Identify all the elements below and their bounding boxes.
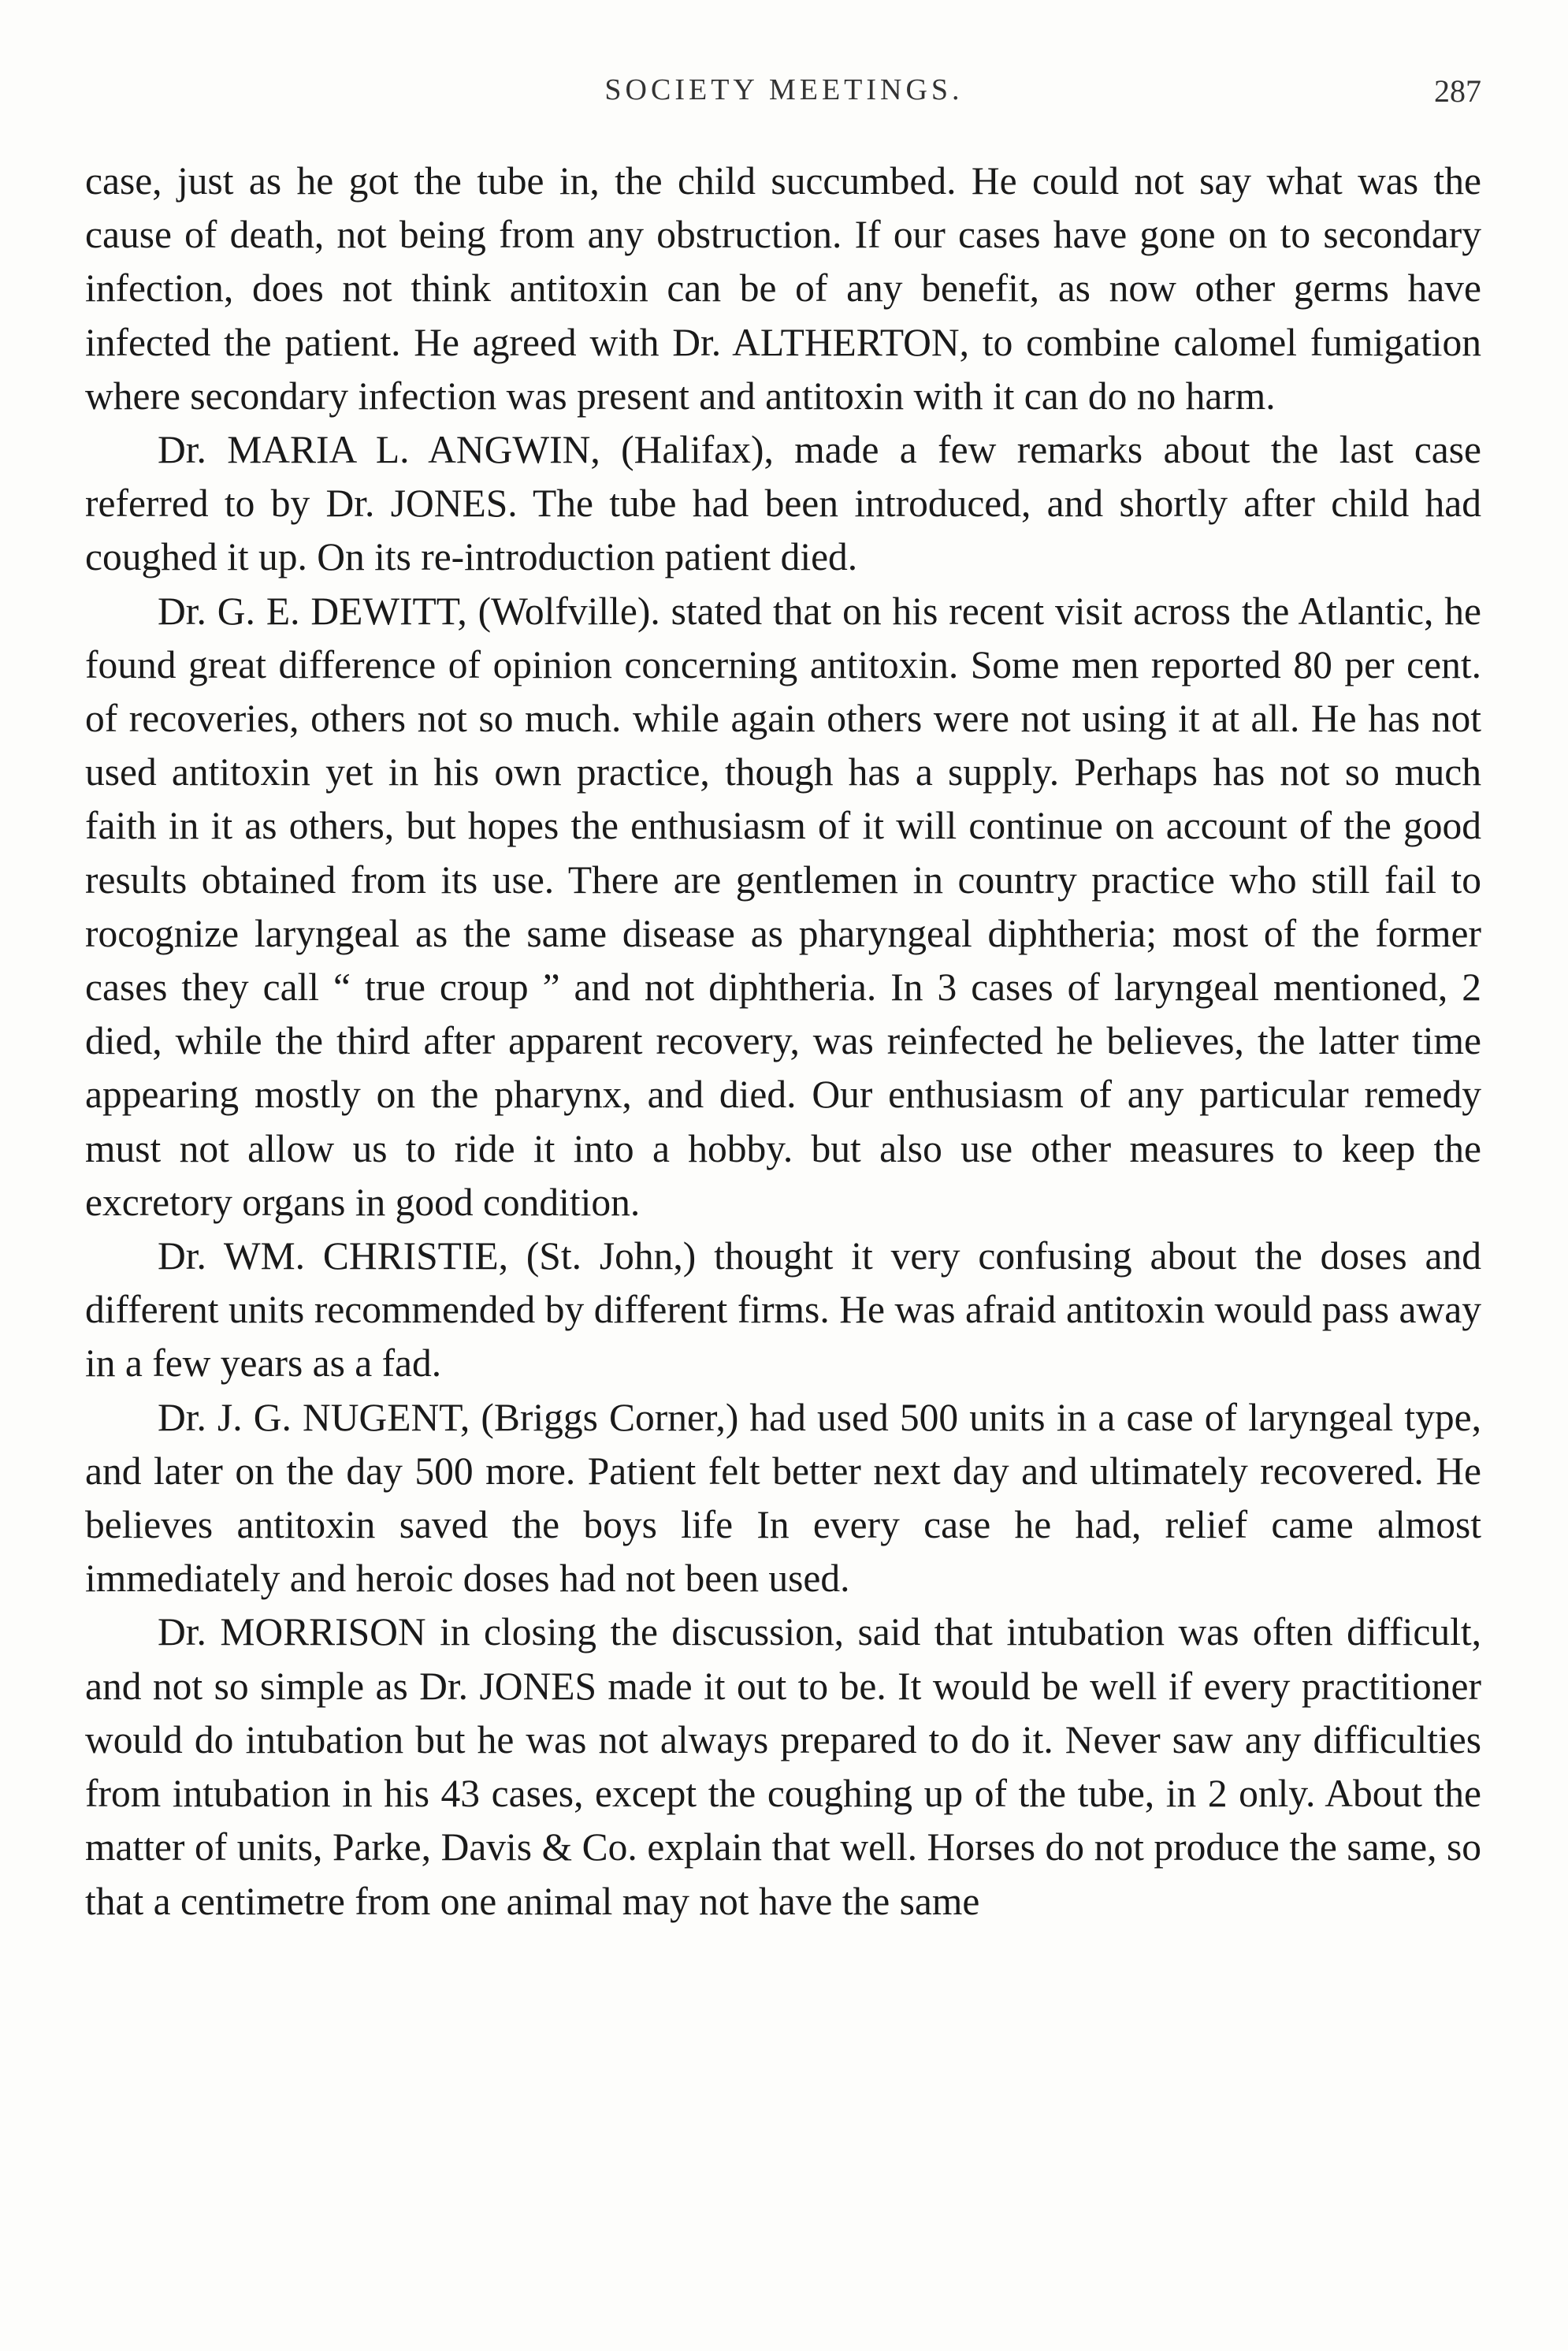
running-title: SOCIETY MEETINGS.: [604, 73, 964, 106]
running-head: [87, 73, 1481, 120]
paragraph-nugent-remarks: Dr. J. G. NUGENT, (Briggs Corner,) had used 500 units in a case of laryngeal type, and later on the day 500 more. Patient felt better next day and ultimately recovered. He believes antitoxin saved the boys life In every case he had, relief came almost immediately and heroic doses had not been used.: [85, 1395, 1481, 1601]
paragraph-morrison-closing: Dr. MORRISON in closing the discussion, said that intubation was often difficult, and not so simple as Dr. JONES made it out to be. It would be well if every practitioner would do intubation but he was not always prepared to do it. Never saw any difficulties from intubation in his 43 cases, except the coughing up of the tube, in 2 only. About the matter of units, Parke, Davis & Co. explain that well. Horses do not produce the same, so that a centimetre from one animal may not have the same: [85, 1610, 1481, 1923]
paragraph-angwin-remarks: Dr. MARIA L. ANGWIN, (Halifax), made a few remarks about the last case referred to by Dr. JONES. The tube had been introduced, and shortly after child had coughed it up. On its re-introduction patient died.: [85, 428, 1481, 579]
paragraph-dewitt-remarks: Dr. G. E. DEWITT, (Wolfville). stated that on his recent visit across the Atlantic, he found great difference of opinion concerning antitoxin. Some men reported 80 per cent. of recoveries, others not so much. while again others were not using it at all. He has not used antitoxin yet in his own practice, though has a supply. Perhaps has not so much faith in it as others, but hopes the enthusiasm of it will continue on account of the good results obtained from its use. There are gentlemen in country practice who still fail to rocognize laryngeal as the same disease as pharyngeal diphtheria; most of the former cases they call “ true croup ” and not diphtheria. In 3 cases of laryngeal mentioned, 2 died, while the third after apparent recovery, was reinfected he believes, the latter time appearing mostly on the pharynx, and died. Our enthusiasm of any particular remedy must not allow us to ride it into a hobby. but also use other measures to keep the excretory organs in good condition.: [85, 589, 1481, 1224]
page-number: 287: [1434, 73, 1481, 109]
paragraph-christie-remarks: Dr. WM. CHRISTIE, (St. John,) thought it very confusing about the doses and different units recommended by different firms. He was afraid antitoxin would pass away in a few years as a fad.: [85, 1234, 1481, 1386]
body-text: [85, 154, 1481, 1929]
paragraph-continued: case, just as he got the tube in, the child succumbed. He could not say what was the cause of death, not being from any obstruction. If our cases have gone on to secondary infection, does not think antitoxin can be of any benefit, as now other germs have infected the patient. He agreed with Dr. ALTHERTON, to combine calomel fumigation where secondary infection was present and antitoxin with it can do no harm.: [85, 159, 1481, 418]
